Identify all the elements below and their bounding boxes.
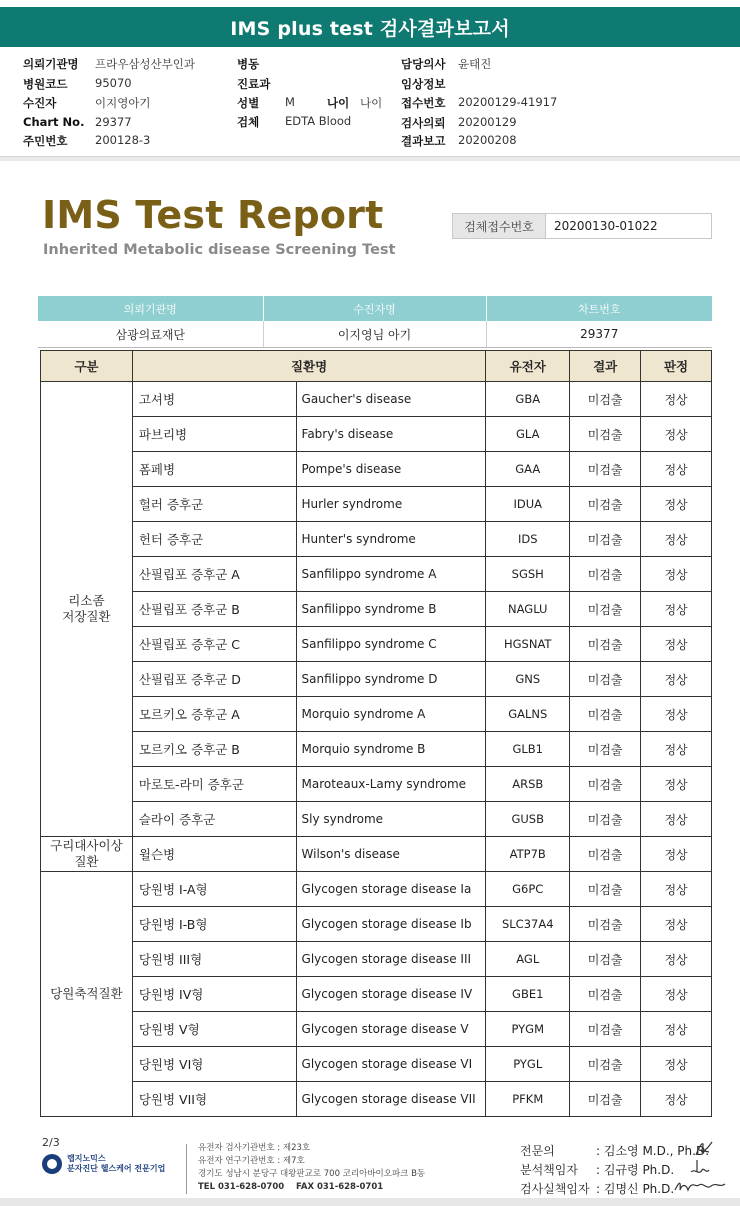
gene-cell: GNS (486, 662, 570, 697)
result-cell: 미검출 (570, 1047, 641, 1082)
disease-korean-cell: 당원병 IV형 (132, 977, 296, 1012)
value-specimen: EDTA Blood (285, 114, 352, 128)
disease-english-cell: Glycogen storage disease V (296, 1012, 486, 1047)
gene-cell: PFKM (486, 1082, 570, 1117)
section-divider (0, 156, 740, 161)
result-cell: 미검출 (570, 592, 641, 627)
signature-3 (672, 1176, 730, 1196)
gene-cell: GBE1 (486, 977, 570, 1012)
result-cell: 미검출 (570, 382, 641, 417)
company-name: 랩지노믹스 (67, 1154, 106, 1163)
gene-cell: PYGL (486, 1047, 570, 1082)
disease-korean-cell: 당원병 I-A형 (132, 872, 296, 907)
table-row (41, 732, 712, 767)
disease-korean-cell: 당원병 VI형 (132, 1047, 296, 1082)
disease-english-cell: Glycogen storage disease IV (296, 977, 486, 1012)
result-cell: 미검출 (570, 1082, 641, 1117)
label-hospital-code: 병원코드 (23, 77, 68, 91)
disease-korean-cell: 당원병 III형 (132, 942, 296, 977)
requester-info-value-row (38, 321, 712, 348)
label-institution: 의뢰기관명 (23, 57, 79, 71)
header-examinee-name: 수진자명 (263, 296, 486, 321)
contact-line (198, 1181, 425, 1194)
gene-cell: AGL (486, 942, 570, 977)
label-clinical-info: 임상정보 (401, 77, 446, 91)
judgement-cell: 정상 (641, 627, 712, 662)
judgement-cell: 정상 (641, 732, 712, 767)
judgement-cell: 정상 (641, 417, 712, 452)
label-examinee: 수진자 (23, 96, 57, 110)
disease-korean-cell: 산필립포 증후군 A (132, 557, 296, 592)
address-line: 유전자 검사기관번호 : 제23호 (198, 1143, 311, 1153)
judgement-cell: 정상 (641, 907, 712, 942)
company-tagline: 분자진단 헬스케어 전문기업 (67, 1164, 166, 1173)
value-sex: M (285, 95, 295, 109)
judgement-cell: 정상 (641, 382, 712, 417)
disease-english-cell: Sanfilippo syndrome D (296, 662, 486, 697)
judgement-cell: 정상 (641, 802, 712, 837)
table-row (41, 1047, 712, 1082)
disease-korean-cell: 산필립포 증후군 C (132, 627, 296, 662)
header-gene: 유전자 (486, 351, 570, 382)
table-row (41, 452, 712, 487)
label-sex: 성별 (237, 96, 260, 110)
result-cell: 미검출 (570, 872, 641, 907)
table-row (41, 802, 712, 837)
disease-english-cell: Sanfilippo syndrome A (296, 557, 486, 592)
label-receipt-no: 접수번호 (401, 96, 446, 110)
table-row (41, 767, 712, 802)
table-row (41, 662, 712, 697)
table-row (41, 977, 712, 1012)
table-row (41, 1082, 712, 1117)
table-row (41, 522, 712, 557)
table-row (41, 487, 712, 522)
gene-cell: NAGLU (486, 592, 570, 627)
result-cell: 미검출 (570, 452, 641, 487)
signatory-name: : 김소영 M.D., Ph.D. (596, 1144, 710, 1158)
cell-institution: 삼광의료재단 (38, 321, 263, 348)
tel-number: TEL 031-628-0700 (198, 1182, 285, 1192)
header-chart-no: 차트번호 (486, 296, 712, 321)
table-row (41, 1012, 712, 1047)
disease-english-cell: Hunter's syndrome (296, 522, 486, 557)
signatory-row (520, 1180, 675, 1197)
result-cell: 미검출 (570, 907, 641, 942)
judgement-cell: 정상 (641, 557, 712, 592)
signature-2 (687, 1158, 713, 1178)
gene-cell: IDUA (486, 487, 570, 522)
disease-korean-cell: 당원병 V형 (132, 1012, 296, 1047)
disease-english-cell: Gaucher's disease (296, 382, 486, 417)
value-age: 나이 (360, 96, 383, 110)
disease-korean-cell: 산필립포 증후군 D (132, 662, 296, 697)
gene-cell: ARSB (486, 767, 570, 802)
company-logo-text (67, 1154, 165, 1174)
label-ward: 병동 (237, 57, 260, 71)
requester-info-table (38, 296, 712, 348)
gene-cell: GALNS (486, 697, 570, 732)
gene-cell: GUSB (486, 802, 570, 837)
report-header-bar (0, 7, 740, 47)
results-table-body (41, 382, 712, 1117)
disease-english-cell: Morquio syndrome B (296, 732, 486, 767)
signature-1 (693, 1138, 715, 1160)
page-number: 2/3 (42, 1136, 60, 1149)
gene-cell: HGSNAT (486, 627, 570, 662)
value-institution: 프라우삼성산부인과 (95, 57, 195, 71)
disease-korean-cell: 모르키오 증후군 B (132, 732, 296, 767)
value-examinee: 이지영아기 (95, 96, 151, 110)
patient-header (0, 50, 740, 155)
header-category: 구분 (41, 351, 133, 382)
specimen-receipt-box (452, 213, 712, 239)
disease-english-cell: Hurler syndrome (296, 487, 486, 522)
specimen-receipt-value: 20200130-01022 (554, 219, 658, 233)
table-row (41, 697, 712, 732)
disease-english-cell: Sanfilippo syndrome C (296, 627, 486, 662)
disease-korean-cell: 산필립포 증후군 B (132, 592, 296, 627)
gene-cell: SGSH (486, 557, 570, 592)
value-hospital-code: 95070 (95, 76, 132, 90)
gene-cell: PYGM (486, 1012, 570, 1047)
table-row (41, 382, 712, 417)
company-logo (42, 1154, 165, 1174)
judgement-cell: 정상 (641, 452, 712, 487)
disease-korean-cell: 폼페병 (132, 452, 296, 487)
disease-english-cell: Maroteaux-Lamy syndrome (296, 767, 486, 802)
disease-korean-cell: 모르키오 증후군 A (132, 697, 296, 732)
address-line: 경기도 성남시 분당구 대왕판교로 700 코리아바이오파크 B동 (198, 1169, 426, 1179)
category-cell: 구리대사이상 질환 (41, 837, 133, 872)
value-receipt-no: 20200129-41917 (458, 95, 558, 109)
judgement-cell: 정상 (641, 697, 712, 732)
label-resident-no: 주민번호 (23, 134, 68, 148)
disease-english-cell: Wilson's disease (296, 837, 486, 872)
gene-cell: IDS (486, 522, 570, 557)
judgement-cell: 정상 (641, 977, 712, 1012)
cell-examinee-name: 이지영님 아기 (263, 321, 486, 348)
signatory-role: 분석책임자 (520, 1163, 578, 1177)
label-specimen: 검체 (237, 115, 260, 129)
gene-cell: GLB1 (486, 732, 570, 767)
specimen-receipt-label: 검체접수번호 (453, 214, 546, 238)
label-doctor: 담당의사 (401, 57, 446, 71)
category-cell: 당원축적질환 (41, 872, 133, 1117)
disease-korean-cell: 당원병 I-B형 (132, 907, 296, 942)
result-cell: 미검출 (570, 522, 641, 557)
table-row (41, 942, 712, 977)
value-request-date: 20200129 (458, 115, 517, 129)
result-cell: 미검출 (570, 732, 641, 767)
report-header-title: IMS plus test 검사결과보고서 (230, 17, 510, 40)
table-row (41, 557, 712, 592)
disease-korean-cell: 슬라이 증후군 (132, 802, 296, 837)
disease-korean-cell: 당원병 VII형 (132, 1082, 296, 1117)
requester-info-header-row (38, 296, 712, 321)
judgement-cell: 정상 (641, 1047, 712, 1082)
gene-cell: GLA (486, 417, 570, 452)
disease-korean-cell: 마로토-라미 증후군 (132, 767, 296, 802)
report-subtitle: Inherited Metabolic disease Screening Test (43, 242, 396, 258)
value-doctor: 윤태진 (458, 57, 492, 71)
disease-english-cell: Glycogen storage disease III (296, 942, 486, 977)
label-request-date: 검사의뢰 (401, 116, 446, 130)
category-cell: 리소좀 저장질환 (41, 382, 133, 837)
cell-chart-no: 29377 (486, 321, 712, 348)
disease-english-cell: Glycogen storage disease Ib (296, 907, 486, 942)
disease-korean-cell: 파브리병 (132, 417, 296, 452)
result-cell: 미검출 (570, 802, 641, 837)
page-footer (0, 1130, 740, 1206)
judgement-cell: 정상 (641, 592, 712, 627)
result-cell: 미검출 (570, 977, 641, 1012)
value-resident-no: 200128-3 (95, 133, 151, 147)
result-cell: 미검출 (570, 627, 641, 662)
judgement-cell: 정상 (641, 1012, 712, 1047)
table-row (41, 627, 712, 662)
table-row (41, 837, 712, 872)
judgement-cell: 정상 (641, 942, 712, 977)
header-judgement: 판정 (641, 351, 712, 382)
disease-english-cell: Glycogen storage disease VII (296, 1082, 486, 1117)
disease-korean-cell: 윌슨병 (132, 837, 296, 872)
label-chart-no: Chart No. (23, 115, 85, 129)
signatory-row (520, 1161, 675, 1178)
disease-korean-cell: 헐러 증후군 (132, 487, 296, 522)
disease-english-cell: Pompe's disease (296, 452, 486, 487)
gene-cell: G6PC (486, 872, 570, 907)
result-cell: 미검출 (570, 487, 641, 522)
bottom-strip (0, 1198, 740, 1206)
disease-korean-cell: 헌터 증후군 (132, 522, 296, 557)
result-cell: 미검출 (570, 417, 641, 452)
table-row (41, 592, 712, 627)
gene-cell: SLC37A4 (486, 907, 570, 942)
signatory-row (520, 1142, 710, 1159)
address-line: 유전자 연구기관번호 : 제7호 (198, 1156, 305, 1166)
table-row (41, 872, 712, 907)
gene-cell: GBA (486, 382, 570, 417)
table-row (41, 417, 712, 452)
result-cell: 미검출 (570, 697, 641, 732)
result-cell: 미검출 (570, 557, 641, 592)
signatory-role: 검사실책임자 (520, 1182, 590, 1196)
report-title: IMS Test Report (42, 193, 384, 237)
company-logo-icon (42, 1154, 62, 1174)
value-report-date: 20200208 (458, 133, 517, 147)
judgement-cell: 정상 (641, 522, 712, 557)
label-report-date: 결과보고 (401, 134, 446, 148)
signatory-role: 전문의 (520, 1144, 555, 1158)
gene-cell: ATP7B (486, 837, 570, 872)
judgement-cell: 정상 (641, 1082, 712, 1117)
fax-number: FAX 031-628-0701 (296, 1182, 384, 1192)
disease-english-cell: Fabry's disease (296, 417, 486, 452)
company-address (198, 1142, 425, 1194)
signatory-name: : 김명신 Ph.D. (596, 1182, 675, 1196)
disease-korean-cell: 고셔병 (132, 382, 296, 417)
disease-english-cell: Sanfilippo syndrome B (296, 592, 486, 627)
results-header-row (41, 351, 712, 382)
result-cell: 미검출 (570, 767, 641, 802)
signatory-name: : 김규령 Ph.D. (596, 1163, 675, 1177)
result-cell: 미검출 (570, 662, 641, 697)
disease-english-cell: Glycogen storage disease VI (296, 1047, 486, 1082)
header-institution: 의뢰기관명 (38, 296, 263, 321)
gene-cell: GAA (486, 452, 570, 487)
result-cell: 미검출 (570, 837, 641, 872)
judgement-cell: 정상 (641, 662, 712, 697)
judgement-cell: 정상 (641, 837, 712, 872)
label-department: 진료과 (237, 77, 271, 91)
judgement-cell: 정상 (641, 767, 712, 802)
results-table (40, 350, 712, 1117)
disease-english-cell: Sly syndrome (296, 802, 486, 837)
header-disease-name: 질환명 (132, 351, 485, 382)
header-result: 결과 (570, 351, 641, 382)
label-age: 나이 (327, 96, 350, 110)
disease-english-cell: Glycogen storage disease Ia (296, 872, 486, 907)
value-chart-no: 29377 (95, 115, 132, 129)
result-cell: 미검출 (570, 1012, 641, 1047)
judgement-cell: 정상 (641, 487, 712, 522)
footer-divider (186, 1144, 187, 1194)
disease-english-cell: Morquio syndrome A (296, 697, 486, 732)
result-cell: 미검출 (570, 942, 641, 977)
table-row (41, 907, 712, 942)
judgement-cell: 정상 (641, 872, 712, 907)
